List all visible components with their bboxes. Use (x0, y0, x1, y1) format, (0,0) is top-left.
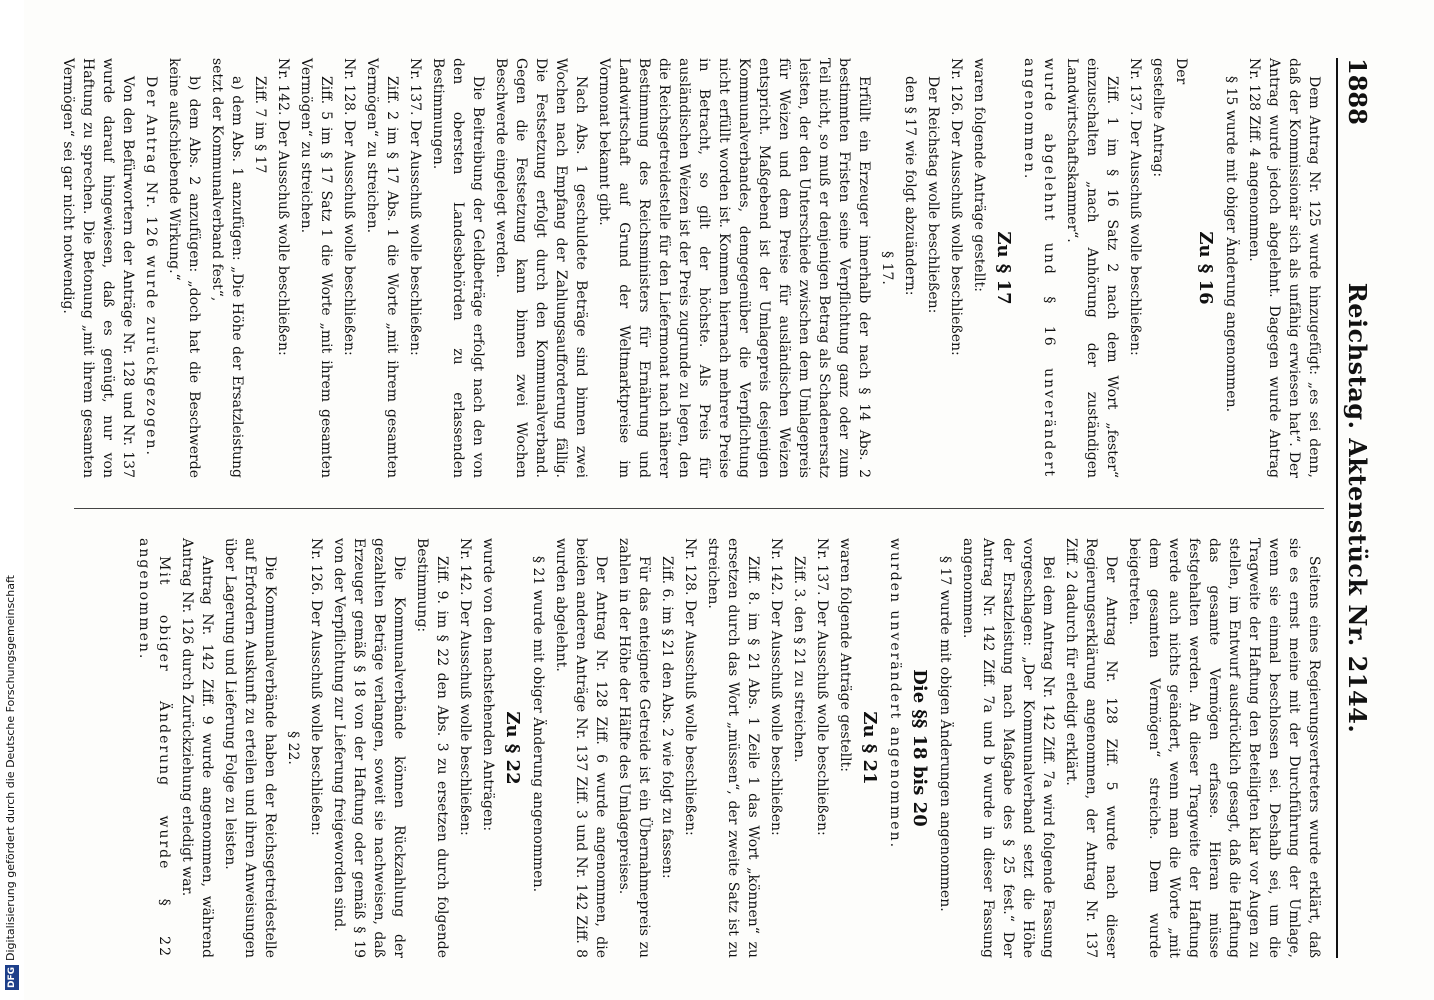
paragraph: den § 17 wie folgt abzuändern: (902, 76, 918, 296)
right-column (74, 538, 1324, 958)
paragraph: Die Kommunalverbände können Rückzahlung der gezahlten Beträge verlangen, soweit sie nachweisen, daß Erzeuger gemäß § 18 von der Haftung oder gemäß § 19 von der Verpflichtung zur Lieferung freigeworden sind. (331, 538, 407, 958)
section-heading: Zu § 21 (859, 711, 880, 785)
paragraph: a) dem Abs. 1 anzufügen: „Die Höhe der Ersatzleistung setzt der Kommunalverband fest“, (209, 58, 245, 478)
left-column (60, 58, 1324, 478)
paragraph: Nr. 142. Der Ausschuß wolle beschließen: (457, 538, 473, 836)
paragraph-heading: § 22. (285, 731, 301, 765)
paragraph: waren folgende Anträge gestellt: (971, 58, 987, 292)
paragraph: Ziff. 9. im § 22 den Abs. 3 zu ersetzen durch folgende Bestimmung: (414, 538, 450, 958)
paragraph: Die Beitreibung der Geldbeträge erfolgt nach den von den obersten Landesbehörden zu erlassenden Bestimmungen. (430, 58, 486, 478)
paragraph: Dem Antrag Nr. 125 wurde hinzugefügt: „es sei denn, daß der Kommissionär sich als unfähig erwiesen hat“. Der Antrag wurde jedoch abgelehnt. Dagegen wurde Antrag Nr. 128 Ziff. 4 angenommen. (1246, 58, 1322, 478)
paragraph: Ziff. 2 im § 17 Abs. 1 die Worte „mit ihrem gesamten Vermögen“ zu streichen. (364, 58, 400, 478)
paragraph: Nr. 137. Der Ausschuß wolle beschließen: (1127, 58, 1143, 356)
paragraph: Nach Abs. 1 geschuldete Beträge sind binnen zwei Wochen nach Empfang der Zahlungsaufforderung fällig. Die Festsetzung erfolgt durch den Kommunalverband. Gegen die Festsetzung kann binnen zwei Wochen Beschwerde eingelegt werden. (493, 58, 589, 478)
paragraph: Nr. 142. Der Ausschuß wolle beschließen: (275, 58, 291, 356)
paragraph: Von den Befürwortern der Anträge Nr. 128 und Nr. 137 wurde darauf hingewiesen, daß es genügt, nur von Haftung zu sprechen. Die Betonung „mit ihrem gesamten Vermögen“ sei gar nicht notwendig. (60, 58, 136, 478)
paragraph: Nr. 128. Der Ausschuß wolle beschließen: (341, 58, 357, 356)
header-rule (1336, 58, 1338, 958)
paragraph: Nr. 128. Der Ausschuß wolle beschließen: (682, 538, 698, 836)
paragraph: Der Antrag Nr. 126 wurde zurückgezogen. (143, 76, 159, 457)
paragraph: Mit obiger Änderung wurde § 22 angenommen. (136, 538, 172, 958)
paragraph: b) dem Abs. 2 anzufügen: „doch hat die Beschwerde keine aufschiebende Wirkung.“ (166, 58, 202, 478)
paragraph: Erfüllt ein Erzeuger innerhalb der nach § 14 Abs. 2 bestimmten Fristen seine Verpflichtung ganz oder zum Teil nicht, so muß er denjenigen Betrag als Schadenersatz leisten, der den Unterschiede zwischen dem Umlagepreis für Weizen und dem Preise für ausländischen Weizen entspricht. Maßgebend ist der Umlagepreis desjenigen Kommunalverbandes, demgegenüber die Verpflichtung nicht erfüllt worden ist. Kommen hiernach mehrere Preise in Betracht, so gilt der höchste. Als Preis für ausländischen Weizen ist der Preis zugrunde zu legen, den die Reichsgetreidestelle für den Liefermonat nach näherer Bestimmung des Reichsministers für Ernährung und Landwirtschaft auf Grund der Weltmarktpreise im Vormonat bekannt gibt. (596, 58, 872, 478)
paragraph: wurde von den nachstehenden Anträgen: (480, 538, 496, 832)
section-heading: Zu § 16 (1195, 231, 1216, 305)
digitization-credit-text: Digitalisierung gefördert durch die Deutsche Forschungsgemeinschaft (4, 575, 17, 961)
paragraph: Nr. 137. Der Ausschuß wolle beschließen: (407, 58, 423, 356)
paragraph: Nr. 137. Der Ausschuß wolle beschließen: (814, 538, 830, 836)
paragraph: § 21 wurde mit obiger Änderung angenommen. (530, 556, 546, 893)
page-header (1326, 58, 1376, 958)
page-number: 1888 (1343, 58, 1372, 125)
paragraph: Der Reichstag wolle beschließen: (925, 76, 941, 314)
paragraph: Der (1173, 58, 1189, 85)
paragraph: Nr. 126. Der Ausschuß wolle beschließen: (308, 538, 324, 836)
paragraph: Ziff. 5 im § 17 Satz 1 die Worte „mit ihrem gesamten Vermögen“ zu streichen. (298, 58, 334, 478)
paragraph: gestellte Antrag: (1150, 58, 1166, 178)
page-title: Reichstag. Aktenstück Nr. 2144. (1343, 282, 1372, 734)
paragraph: Ziff. 7 im § 17 (252, 76, 268, 174)
paragraph: Nr. 126. Der Ausschuß wolle beschließen: (948, 58, 964, 356)
paragraph: Ziff. 3. den § 21 zu streichen. (791, 556, 807, 763)
paragraph: Bei dem Antrag Nr. 142 Ziff. 7a wird folgende Fassung vorgeschlagen: „Der Kommunalverband setzt die Höhe der Ersatzleistung nach Maßgabe des § 25 fest.“ Der Antrag Nr. 142 Ziff. 7a und b wurde in dieser Fassung angenommen. (960, 538, 1056, 958)
paragraph: Ziff. 8. im § 21 Abs. 1 Zeile 1 das Wort „können“ zu ersetzen durch das Wort „müssen“, der zweite Satz ist zu streichen. (705, 538, 761, 958)
paragraph: wurden unverändert angenommen. (887, 538, 903, 850)
paragraph: § 17 wurde mit obigen Änderungen angenommen. (937, 556, 953, 912)
section-heading: Die §§ 18 bis 20 (909, 669, 930, 827)
paragraph: waren folgende Anträge gestellt: (837, 538, 853, 772)
paragraph: wurde abgelehnt und § 16 unverändert angenommen. (1021, 58, 1057, 478)
column-divider (74, 508, 1324, 509)
section-heading: Zu § 17 (993, 231, 1014, 305)
paragraph: Ziff. 6. im § 21 den Abs. 2 wie folgt zu fassen: (659, 556, 675, 879)
paragraph: Der Antrag Nr. 128 Ziff. 6 wurde angenommen, die beiden anderen Anträge Nr. 137 Ziff. 3 und Nr. 142 Ziff. 8 wurden abgelehnt. (553, 538, 609, 958)
paragraph: Antrag Nr. 142 Ziff. 9 wurde angenommen, während Antrag Nr. 126 durch Zurückziehung erledigt war. (179, 538, 215, 958)
paragraph: § 15 wurde mit obiger Änderung angenommen. (1223, 76, 1239, 413)
paragraph: Ziff. 1 im § 16 Satz 2 nach dem Wort „fester“ einzuschalten „nach Anhörung der zuständigen Landwirtschaftskammer“. (1064, 58, 1120, 478)
dfg-logo: DFG (7, 966, 17, 988)
paragraph: Nr. 142. Der Ausschuß wolle beschließen: (768, 538, 784, 836)
paragraph: Der Antrag Nr. 128 Ziff. 5 wurde nach dieser Regierungserklärung angenommen, der Antrag Nr. 137 Ziff. 2 dadurch für erledigt erklärt. (1063, 538, 1119, 958)
paragraph: Seitens eines Regierungsvertreters wurde erklärt, daß sie es ernst meine mit der Durchführung der Umlage, wenn sie einmal beschlossen sei. Deshalb sei, um die Tragweite der Haftung den Beteiligten klar vor Augen zu stellen, im Entwurf ausdrücklich gesagt, daß die Haftung das gesamte Vermögen erfasse. Hieran müsse festgehalten werden. An dieser Tragweite der Haftung werde auch nichts geändert, wenn man die Worte „mit dem gesamten Vermögen“ streiche. Dem wurde beigetreten. (1126, 538, 1322, 958)
section-heading: Zu § 22 (502, 711, 523, 785)
paragraph: Die Kommunalverbände haben der Reichsgetreidestelle auf Erfordern Auskunft zu erteilen und ihren Anweisungen über Lagerung und Lieferung Folge zu leisten. (222, 538, 278, 958)
paragraph-heading: § 17. (879, 251, 895, 285)
paragraph: Für das enteignete Getreide ist ein Übernahmepreis zu zahlen in der Höhe der Hälfte des Umlagepreises. (616, 538, 652, 958)
